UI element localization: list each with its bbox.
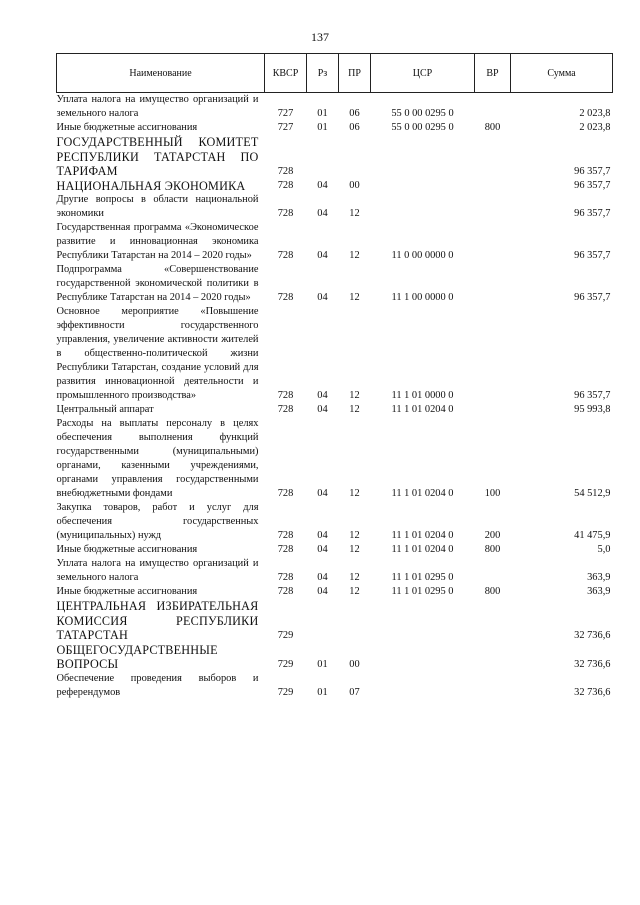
row-pr [339, 135, 371, 179]
row-csr [371, 643, 475, 672]
row-kvsr: 728 [277, 404, 294, 415]
column-header-csr: ЦСР [371, 54, 475, 93]
table-header-row [57, 54, 613, 93]
row-csr [371, 599, 475, 643]
table-row [57, 121, 613, 135]
row-kvsr: 729 [277, 658, 294, 670]
row-vr: 800 [484, 122, 501, 133]
row-pr [339, 599, 371, 643]
row-sum: 363,9 [587, 586, 611, 597]
row-kvsr: 728 [277, 208, 294, 219]
row-name: Государственная программа «Экономическое развитие и инновационная экономика Республики Татарстан на 2014 – 2020 годы» [56, 222, 259, 261]
column-header-name: Наименование [57, 54, 265, 93]
row-pr: 06 [349, 108, 360, 119]
row-vr [475, 221, 511, 263]
table-row [57, 305, 613, 403]
table-row [57, 403, 613, 417]
row-rz: 04 [317, 292, 328, 303]
row-rz: 01 [317, 122, 328, 133]
row-rz: 04 [317, 208, 328, 219]
row-pr: 12 [349, 390, 360, 401]
table-row [57, 599, 613, 643]
row-pr: 12 [349, 208, 360, 219]
row-vr: 800 [484, 586, 501, 597]
row-rz: 04 [317, 586, 328, 597]
row-csr: 11 1 01 0204 0 [391, 530, 454, 541]
row-rz: 04 [317, 544, 328, 555]
row-rz: 01 [317, 108, 328, 119]
row-sum: 96 357,7 [574, 390, 611, 401]
row-pr: 12 [349, 572, 360, 583]
row-name: Расходы на выплаты персоналу в целях обеспечения выполнения функций государственными (муниципальными) органами, казенными учреждениями, органами управления государственными внебюджетными фондами [56, 418, 259, 499]
row-kvsr: 728 [277, 250, 294, 261]
row-kvsr: 728 [277, 586, 294, 597]
row-vr [475, 557, 511, 585]
row-rz: 04 [317, 530, 328, 541]
row-sum: 96 357,7 [574, 292, 611, 303]
row-kvsr: 729 [277, 629, 294, 641]
row-rz [307, 135, 339, 179]
table-row [57, 557, 613, 585]
row-name: Подпрограмма «Совершенствование государственной экономической политики в Республике Татарстан на 2014 – 2020 годы» [56, 264, 259, 303]
row-sum: 54 512,9 [574, 488, 611, 499]
row-rz: 01 [317, 658, 328, 670]
table-row [57, 585, 613, 599]
row-kvsr: 728 [277, 292, 294, 303]
table-row [57, 263, 613, 305]
row-kvsr: 728 [277, 488, 294, 499]
row-name: ГОСУДАРСТВЕННЫЙ КОМИТЕТ РЕСПУБЛИКИ ТАТАРСТАН ПО ТАРИФАМ [56, 135, 259, 178]
row-vr: 200 [484, 530, 501, 541]
row-kvsr: 728 [277, 165, 294, 177]
table-row [57, 643, 613, 672]
row-sum: 32 736,6 [574, 686, 611, 698]
row-csr: 55 0 00 0295 0 [391, 108, 454, 119]
row-sum: 2 023,8 [579, 108, 611, 119]
row-csr: 11 1 01 0295 0 [391, 572, 454, 583]
table-row [57, 221, 613, 263]
table-row [57, 501, 613, 543]
row-name: Иные бюджетные ассигнования [56, 122, 198, 133]
row-name: Иные бюджетные ассигнования [56, 586, 198, 597]
row-name: Иные бюджетные ассигнования [56, 544, 198, 555]
row-sum: 96 357,7 [574, 165, 611, 177]
row-pr: 06 [349, 122, 360, 133]
row-rz: 04 [317, 180, 328, 191]
row-vr [475, 643, 511, 672]
row-name: ОБЩЕГОСУДАРСТВЕННЫЕ ВОПРОСЫ [56, 642, 218, 671]
row-csr: 55 0 00 0295 0 [391, 122, 454, 133]
column-header-pr: ПР [339, 54, 371, 93]
row-vr [475, 403, 511, 417]
row-csr [371, 135, 475, 179]
row-pr: 12 [349, 488, 360, 499]
row-kvsr: 728 [277, 180, 294, 191]
row-csr: 11 1 01 0204 0 [391, 404, 454, 415]
row-sum: 96 357,7 [574, 180, 611, 191]
row-name: Другие вопросы в области национальной экономики [56, 194, 259, 219]
row-rz: 01 [317, 686, 328, 698]
row-csr: 11 1 01 0204 0 [391, 488, 454, 499]
row-rz: 04 [317, 404, 328, 415]
row-rz [307, 599, 339, 643]
row-csr: 11 0 00 0000 0 [391, 250, 454, 261]
row-csr: 11 1 01 0295 0 [391, 586, 454, 597]
row-vr [475, 305, 511, 403]
row-kvsr: 728 [277, 572, 294, 583]
row-rz: 04 [317, 250, 328, 261]
column-header-sum: Сумма [511, 54, 613, 93]
row-csr [371, 672, 475, 700]
row-pr: 12 [349, 404, 360, 415]
row-kvsr: 727 [277, 122, 294, 133]
row-csr [371, 179, 475, 194]
row-pr: 00 [349, 180, 360, 191]
row-name: ЦЕНТРАЛЬНАЯ ИЗБИРАТЕЛЬНАЯ КОМИССИЯ РЕСПУБЛИКИ ТАТАРСТАН [56, 599, 259, 642]
column-header-kvsr: КВСР [265, 54, 307, 93]
row-kvsr: 728 [277, 530, 294, 541]
row-name: НАЦИОНАЛЬНАЯ ЭКОНОМИКА [56, 178, 246, 193]
row-pr: 12 [349, 530, 360, 541]
row-pr: 07 [349, 686, 360, 698]
column-header-rz: Рз [307, 54, 339, 93]
row-sum: 96 357,7 [574, 250, 611, 261]
table-row [57, 417, 613, 501]
table-row [57, 179, 613, 194]
row-name: Обеспечение проведения выборов и референдумов [56, 672, 259, 698]
row-vr: 800 [484, 544, 501, 555]
row-vr [475, 93, 511, 122]
row-pr: 00 [349, 658, 360, 670]
row-vr [475, 672, 511, 700]
row-vr [475, 193, 511, 221]
row-sum: 95 993,8 [574, 404, 611, 415]
row-pr: 12 [349, 586, 360, 597]
table-row [57, 672, 613, 700]
row-sum: 32 736,6 [574, 658, 611, 670]
row-pr: 12 [349, 250, 360, 261]
row-pr: 12 [349, 544, 360, 555]
row-sum: 363,9 [587, 572, 611, 583]
row-sum: 2 023,8 [579, 122, 611, 133]
row-vr: 100 [484, 488, 501, 499]
row-csr: 11 1 01 0000 0 [391, 390, 454, 401]
row-rz: 04 [317, 390, 328, 401]
row-pr: 12 [349, 292, 360, 303]
table-row [57, 135, 613, 179]
row-vr [475, 179, 511, 194]
table-row [57, 193, 613, 221]
row-rz: 04 [317, 488, 328, 499]
row-vr [475, 599, 511, 643]
row-kvsr: 728 [277, 544, 294, 555]
row-vr [475, 135, 511, 179]
row-name: Закупка товаров, работ и услуг для обеспечения государственных (муниципальных) нужд [56, 502, 259, 541]
row-sum: 41 475,9 [574, 530, 611, 541]
table-row [57, 543, 613, 557]
row-csr: 11 1 01 0204 0 [391, 544, 454, 555]
row-vr [475, 263, 511, 305]
row-sum: 96 357,7 [574, 208, 611, 219]
row-name: Основное мероприятие «Повышение эффективности государственного управления, увеличение активности жителей в общественно-политической жизни Республики Татарстан, создание условий для развития инновационной деятельности и промышленного производства» [56, 306, 259, 401]
row-sum: 5,0 [597, 544, 611, 555]
row-kvsr: 727 [277, 108, 294, 119]
table-row [57, 93, 613, 122]
row-csr: 11 1 00 0000 0 [391, 292, 454, 303]
budget-table [56, 53, 613, 700]
row-csr [371, 193, 475, 221]
column-header-vr: ВР [475, 54, 511, 93]
row-kvsr: 729 [277, 686, 294, 698]
page-number: 137 [311, 30, 329, 44]
row-sum: 32 736,6 [574, 629, 611, 641]
row-kvsr: 728 [277, 390, 294, 401]
row-name: Уплата налога на имущество организаций и земельного налога [56, 558, 259, 583]
row-name: Центральный аппарат [56, 404, 154, 415]
row-rz: 04 [317, 572, 328, 583]
table-body [57, 93, 613, 700]
row-name: Уплата налога на имущество организаций и земельного налога [56, 94, 259, 119]
